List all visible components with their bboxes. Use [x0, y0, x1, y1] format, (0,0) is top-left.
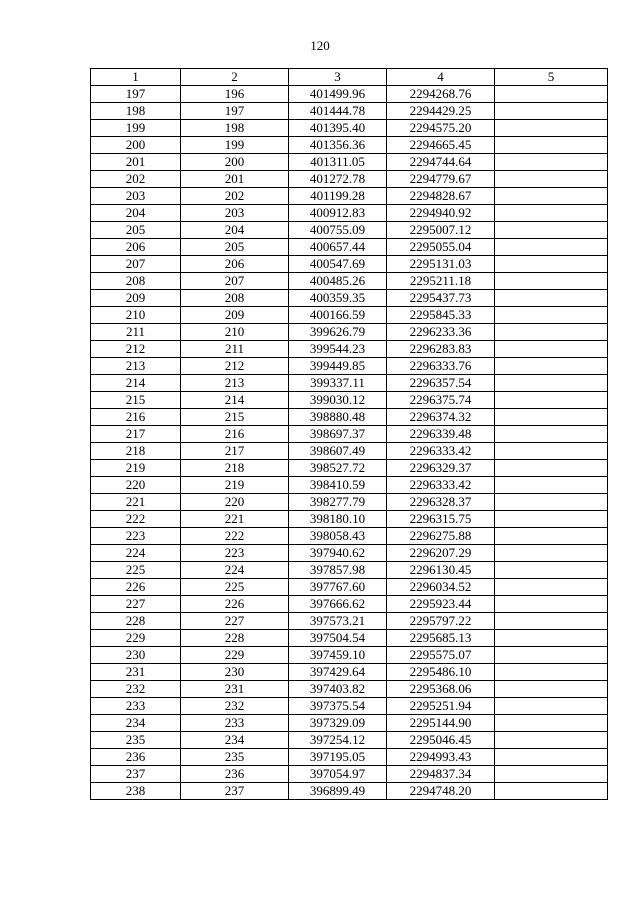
- table-row: [91, 392, 608, 409]
- cell-note: [495, 698, 608, 715]
- cell-note: [495, 630, 608, 647]
- table-row: [91, 528, 608, 545]
- cell-point-number: 227: [91, 596, 181, 613]
- cell-point-number: 201: [91, 154, 181, 171]
- cell-point-number: 205: [91, 222, 181, 239]
- cell-point-number: 229: [91, 630, 181, 647]
- cell-note: [495, 375, 608, 392]
- cell-coordinate-x: 398527.72: [289, 460, 387, 477]
- cell-point-number: 228: [91, 613, 181, 630]
- cell-note: [495, 766, 608, 783]
- cell-note: [495, 545, 608, 562]
- cell-previous-point: 237: [181, 783, 289, 800]
- cell-previous-point: 199: [181, 137, 289, 154]
- cell-note: [495, 426, 608, 443]
- cell-point-number: 204: [91, 205, 181, 222]
- cell-coordinate-y: 2295055.04: [387, 239, 495, 256]
- table-row: [91, 358, 608, 375]
- cell-previous-point: 206: [181, 256, 289, 273]
- cell-note: [495, 511, 608, 528]
- cell-coordinate-y: 2296283.83: [387, 341, 495, 358]
- cell-coordinate-y: 2294748.20: [387, 783, 495, 800]
- cell-point-number: 225: [91, 562, 181, 579]
- cell-previous-point: 223: [181, 545, 289, 562]
- table-row: [91, 222, 608, 239]
- cell-point-number: 207: [91, 256, 181, 273]
- cell-point-number: 221: [91, 494, 181, 511]
- cell-note: [495, 443, 608, 460]
- cell-previous-point: 235: [181, 749, 289, 766]
- cell-point-number: 226: [91, 579, 181, 596]
- cell-coordinate-y: 2296130.45: [387, 562, 495, 579]
- cell-coordinate-y: 2294575.20: [387, 120, 495, 137]
- cell-note: [495, 120, 608, 137]
- cell-coordinate-x: 400485.26: [289, 273, 387, 290]
- table-row: [91, 681, 608, 698]
- table-row: [91, 562, 608, 579]
- cell-previous-point: 196: [181, 86, 289, 103]
- cell-previous-point: 219: [181, 477, 289, 494]
- cell-coordinate-x: 401444.78: [289, 103, 387, 120]
- cell-note: [495, 579, 608, 596]
- cell-note: [495, 664, 608, 681]
- cell-coordinate-y: 2295685.13: [387, 630, 495, 647]
- cell-coordinate-x: 397054.97: [289, 766, 387, 783]
- cell-previous-point: 216: [181, 426, 289, 443]
- table-row: [91, 324, 608, 341]
- cell-previous-point: 198: [181, 120, 289, 137]
- cell-coordinate-y: 2295575.07: [387, 647, 495, 664]
- cell-coordinate-x: 399449.85: [289, 358, 387, 375]
- cell-point-number: 198: [91, 103, 181, 120]
- cell-coordinate-y: 2294837.34: [387, 766, 495, 783]
- cell-coordinate-y: 2294744.64: [387, 154, 495, 171]
- cell-note: [495, 562, 608, 579]
- cell-coordinate-x: 401199.28: [289, 188, 387, 205]
- cell-note: [495, 205, 608, 222]
- cell-point-number: 203: [91, 188, 181, 205]
- cell-coordinate-x: 401356.36: [289, 137, 387, 154]
- cell-point-number: 199: [91, 120, 181, 137]
- cell-previous-point: 221: [181, 511, 289, 528]
- cell-coordinate-x: 397254.12: [289, 732, 387, 749]
- cell-previous-point: 215: [181, 409, 289, 426]
- cell-previous-point: 197: [181, 103, 289, 120]
- cell-note: [495, 358, 608, 375]
- table-body: [91, 86, 608, 800]
- cell-note: [495, 239, 608, 256]
- cell-point-number: 211: [91, 324, 181, 341]
- cell-coordinate-x: 398697.37: [289, 426, 387, 443]
- cell-coordinate-y: 2295437.73: [387, 290, 495, 307]
- table-row: [91, 290, 608, 307]
- table-row: [91, 171, 608, 188]
- cell-coordinate-y: 2295368.06: [387, 681, 495, 698]
- cell-coordinate-y: 2294828.67: [387, 188, 495, 205]
- table-row: [91, 375, 608, 392]
- cell-coordinate-x: 399030.12: [289, 392, 387, 409]
- cell-coordinate-y: 2295046.45: [387, 732, 495, 749]
- cell-point-number: 230: [91, 647, 181, 664]
- cell-previous-point: 229: [181, 647, 289, 664]
- cell-coordinate-y: 2295144.90: [387, 715, 495, 732]
- cell-coordinate-x: 397375.54: [289, 698, 387, 715]
- table-row: [91, 477, 608, 494]
- cell-previous-point: 231: [181, 681, 289, 698]
- table-row: [91, 188, 608, 205]
- cell-note: [495, 273, 608, 290]
- cell-note: [495, 749, 608, 766]
- cell-previous-point: 233: [181, 715, 289, 732]
- table-row: [91, 579, 608, 596]
- cell-coordinate-y: 2294268.76: [387, 86, 495, 103]
- cell-previous-point: 211: [181, 341, 289, 358]
- cell-previous-point: 225: [181, 579, 289, 596]
- cell-coordinate-y: 2296357.54: [387, 375, 495, 392]
- cell-coordinate-y: 2295007.12: [387, 222, 495, 239]
- cell-coordinate-x: 398607.49: [289, 443, 387, 460]
- cell-note: [495, 171, 608, 188]
- cell-point-number: 202: [91, 171, 181, 188]
- cell-previous-point: 210: [181, 324, 289, 341]
- cell-previous-point: 212: [181, 358, 289, 375]
- table-row: [91, 613, 608, 630]
- cell-previous-point: 205: [181, 239, 289, 256]
- cell-coordinate-x: 401272.78: [289, 171, 387, 188]
- table-row: [91, 511, 608, 528]
- table-row: [91, 664, 608, 681]
- cell-previous-point: 202: [181, 188, 289, 205]
- table-header: [91, 69, 608, 86]
- cell-coordinate-y: 2296333.76: [387, 358, 495, 375]
- cell-coordinate-y: 2294665.45: [387, 137, 495, 154]
- table-row: [91, 766, 608, 783]
- cell-coordinate-x: 399337.11: [289, 375, 387, 392]
- cell-coordinate-x: 401311.05: [289, 154, 387, 171]
- table-row: [91, 154, 608, 171]
- cell-coordinate-y: 2296329.37: [387, 460, 495, 477]
- cell-coordinate-x: 396899.49: [289, 783, 387, 800]
- coordinates-table: [90, 68, 608, 800]
- cell-note: [495, 494, 608, 511]
- table-row: [91, 103, 608, 120]
- cell-coordinate-y: 2294940.92: [387, 205, 495, 222]
- cell-previous-point: 209: [181, 307, 289, 324]
- cell-point-number: 235: [91, 732, 181, 749]
- cell-previous-point: 214: [181, 392, 289, 409]
- cell-coordinate-y: 2296034.52: [387, 579, 495, 596]
- cell-previous-point: 234: [181, 732, 289, 749]
- cell-previous-point: 220: [181, 494, 289, 511]
- table-row: [91, 137, 608, 154]
- cell-note: [495, 392, 608, 409]
- cell-point-number: 219: [91, 460, 181, 477]
- cell-coordinate-x: 400166.59: [289, 307, 387, 324]
- cell-point-number: 217: [91, 426, 181, 443]
- cell-coordinate-x: 397329.09: [289, 715, 387, 732]
- table-row: [91, 426, 608, 443]
- column-header-4: 4: [387, 69, 495, 86]
- table-row: [91, 698, 608, 715]
- cell-note: [495, 307, 608, 324]
- cell-coordinate-x: 400547.69: [289, 256, 387, 273]
- cell-point-number: 222: [91, 511, 181, 528]
- cell-point-number: 208: [91, 273, 181, 290]
- table-row: [91, 749, 608, 766]
- cell-coordinate-x: 397666.62: [289, 596, 387, 613]
- cell-note: [495, 715, 608, 732]
- cell-previous-point: 217: [181, 443, 289, 460]
- cell-coordinate-x: 399626.79: [289, 324, 387, 341]
- cell-point-number: 232: [91, 681, 181, 698]
- cell-coordinate-x: 398880.48: [289, 409, 387, 426]
- cell-point-number: 234: [91, 715, 181, 732]
- cell-note: [495, 596, 608, 613]
- table-row: [91, 647, 608, 664]
- cell-point-number: 197: [91, 86, 181, 103]
- cell-coordinate-y: 2294429.25: [387, 103, 495, 120]
- cell-point-number: 223: [91, 528, 181, 545]
- cell-note: [495, 613, 608, 630]
- cell-coordinate-x: 397940.62: [289, 545, 387, 562]
- cell-coordinate-y: 2295211.18: [387, 273, 495, 290]
- table-row: [91, 341, 608, 358]
- cell-coordinate-x: 397857.98: [289, 562, 387, 579]
- cell-coordinate-y: 2295797.22: [387, 613, 495, 630]
- cell-coordinate-x: 398410.59: [289, 477, 387, 494]
- column-header-1: 1: [91, 69, 181, 86]
- table-row: [91, 273, 608, 290]
- cell-coordinate-y: 2296207.29: [387, 545, 495, 562]
- cell-point-number: 206: [91, 239, 181, 256]
- cell-previous-point: 218: [181, 460, 289, 477]
- cell-note: [495, 86, 608, 103]
- cell-point-number: 236: [91, 749, 181, 766]
- cell-note: [495, 137, 608, 154]
- cell-coordinate-y: 2296374.32: [387, 409, 495, 426]
- cell-coordinate-y: 2296233.36: [387, 324, 495, 341]
- page-number: 120: [310, 38, 330, 53]
- cell-coordinate-y: 2295251.94: [387, 698, 495, 715]
- cell-coordinate-x: 397403.82: [289, 681, 387, 698]
- cell-point-number: 231: [91, 664, 181, 681]
- cell-note: [495, 341, 608, 358]
- cell-previous-point: 222: [181, 528, 289, 545]
- cell-coordinate-x: 397459.10: [289, 647, 387, 664]
- table-row: [91, 239, 608, 256]
- cell-coordinate-y: 2296275.88: [387, 528, 495, 545]
- cell-point-number: 210: [91, 307, 181, 324]
- cell-coordinate-y: 2296339.48: [387, 426, 495, 443]
- cell-point-number: 215: [91, 392, 181, 409]
- table-row: [91, 494, 608, 511]
- cell-point-number: 216: [91, 409, 181, 426]
- cell-note: [495, 188, 608, 205]
- cell-previous-point: 200: [181, 154, 289, 171]
- cell-previous-point: 224: [181, 562, 289, 579]
- cell-point-number: 213: [91, 358, 181, 375]
- cell-previous-point: 230: [181, 664, 289, 681]
- cell-coordinate-y: 2295845.33: [387, 307, 495, 324]
- cell-note: [495, 256, 608, 273]
- cell-note: [495, 528, 608, 545]
- cell-coordinate-y: 2296315.75: [387, 511, 495, 528]
- cell-point-number: 220: [91, 477, 181, 494]
- cell-point-number: 224: [91, 545, 181, 562]
- cell-coordinate-x: 399544.23: [289, 341, 387, 358]
- column-header-2: 2: [181, 69, 289, 86]
- cell-point-number: 212: [91, 341, 181, 358]
- cell-coordinate-y: 2294779.67: [387, 171, 495, 188]
- table-row: [91, 256, 608, 273]
- cell-coordinate-y: 2296333.42: [387, 443, 495, 460]
- cell-coordinate-x: 400755.09: [289, 222, 387, 239]
- cell-coordinate-y: 2295486.10: [387, 664, 495, 681]
- cell-note: [495, 783, 608, 800]
- cell-coordinate-y: 2295923.44: [387, 596, 495, 613]
- cell-note: [495, 460, 608, 477]
- column-header-5: 5: [495, 69, 608, 86]
- cell-coordinate-x: 397429.64: [289, 664, 387, 681]
- table-row: [91, 409, 608, 426]
- cell-coordinate-x: 397504.54: [289, 630, 387, 647]
- cell-previous-point: 203: [181, 205, 289, 222]
- table-row: [91, 630, 608, 647]
- cell-note: [495, 103, 608, 120]
- cell-coordinate-x: 397767.60: [289, 579, 387, 596]
- cell-note: [495, 477, 608, 494]
- cell-point-number: 209: [91, 290, 181, 307]
- cell-previous-point: 213: [181, 375, 289, 392]
- table-row: [91, 120, 608, 137]
- cell-point-number: 237: [91, 766, 181, 783]
- cell-previous-point: 227: [181, 613, 289, 630]
- header-row: [91, 69, 608, 86]
- table-row: [91, 596, 608, 613]
- cell-point-number: 238: [91, 783, 181, 800]
- cell-coordinate-y: 2295131.03: [387, 256, 495, 273]
- table-row: [91, 443, 608, 460]
- cell-previous-point: 204: [181, 222, 289, 239]
- cell-coordinate-x: 400359.35: [289, 290, 387, 307]
- cell-note: [495, 647, 608, 664]
- cell-point-number: 200: [91, 137, 181, 154]
- table-row: [91, 460, 608, 477]
- table-row: [91, 783, 608, 800]
- cell-previous-point: 201: [181, 171, 289, 188]
- cell-point-number: 214: [91, 375, 181, 392]
- table-row: [91, 307, 608, 324]
- cell-previous-point: 228: [181, 630, 289, 647]
- table-row: [91, 86, 608, 103]
- cell-previous-point: 207: [181, 273, 289, 290]
- table-row: [91, 715, 608, 732]
- cell-coordinate-x: 398277.79: [289, 494, 387, 511]
- cell-coordinate-x: 398058.43: [289, 528, 387, 545]
- cell-previous-point: 226: [181, 596, 289, 613]
- cell-coordinate-x: 401395.40: [289, 120, 387, 137]
- table-row: [91, 545, 608, 562]
- cell-previous-point: 208: [181, 290, 289, 307]
- cell-coordinate-y: 2294993.43: [387, 749, 495, 766]
- table-row: [91, 205, 608, 222]
- cell-previous-point: 236: [181, 766, 289, 783]
- cell-note: [495, 154, 608, 171]
- cell-note: [495, 409, 608, 426]
- cell-previous-point: 232: [181, 698, 289, 715]
- column-header-3: 3: [289, 69, 387, 86]
- table-row: [91, 732, 608, 749]
- cell-note: [495, 222, 608, 239]
- cell-coordinate-x: 397573.21: [289, 613, 387, 630]
- cell-note: [495, 324, 608, 341]
- cell-coordinate-y: 2296328.37: [387, 494, 495, 511]
- cell-coordinate-x: 400657.44: [289, 239, 387, 256]
- cell-coordinate-x: 401499.96: [289, 86, 387, 103]
- cell-note: [495, 681, 608, 698]
- cell-coordinate-y: 2296375.74: [387, 392, 495, 409]
- cell-coordinate-x: 397195.05: [289, 749, 387, 766]
- cell-note: [495, 732, 608, 749]
- cell-point-number: 218: [91, 443, 181, 460]
- cell-coordinate-x: 398180.10: [289, 511, 387, 528]
- cell-coordinate-y: 2296333.42: [387, 477, 495, 494]
- cell-note: [495, 290, 608, 307]
- cell-point-number: 233: [91, 698, 181, 715]
- cell-coordinate-x: 400912.83: [289, 205, 387, 222]
